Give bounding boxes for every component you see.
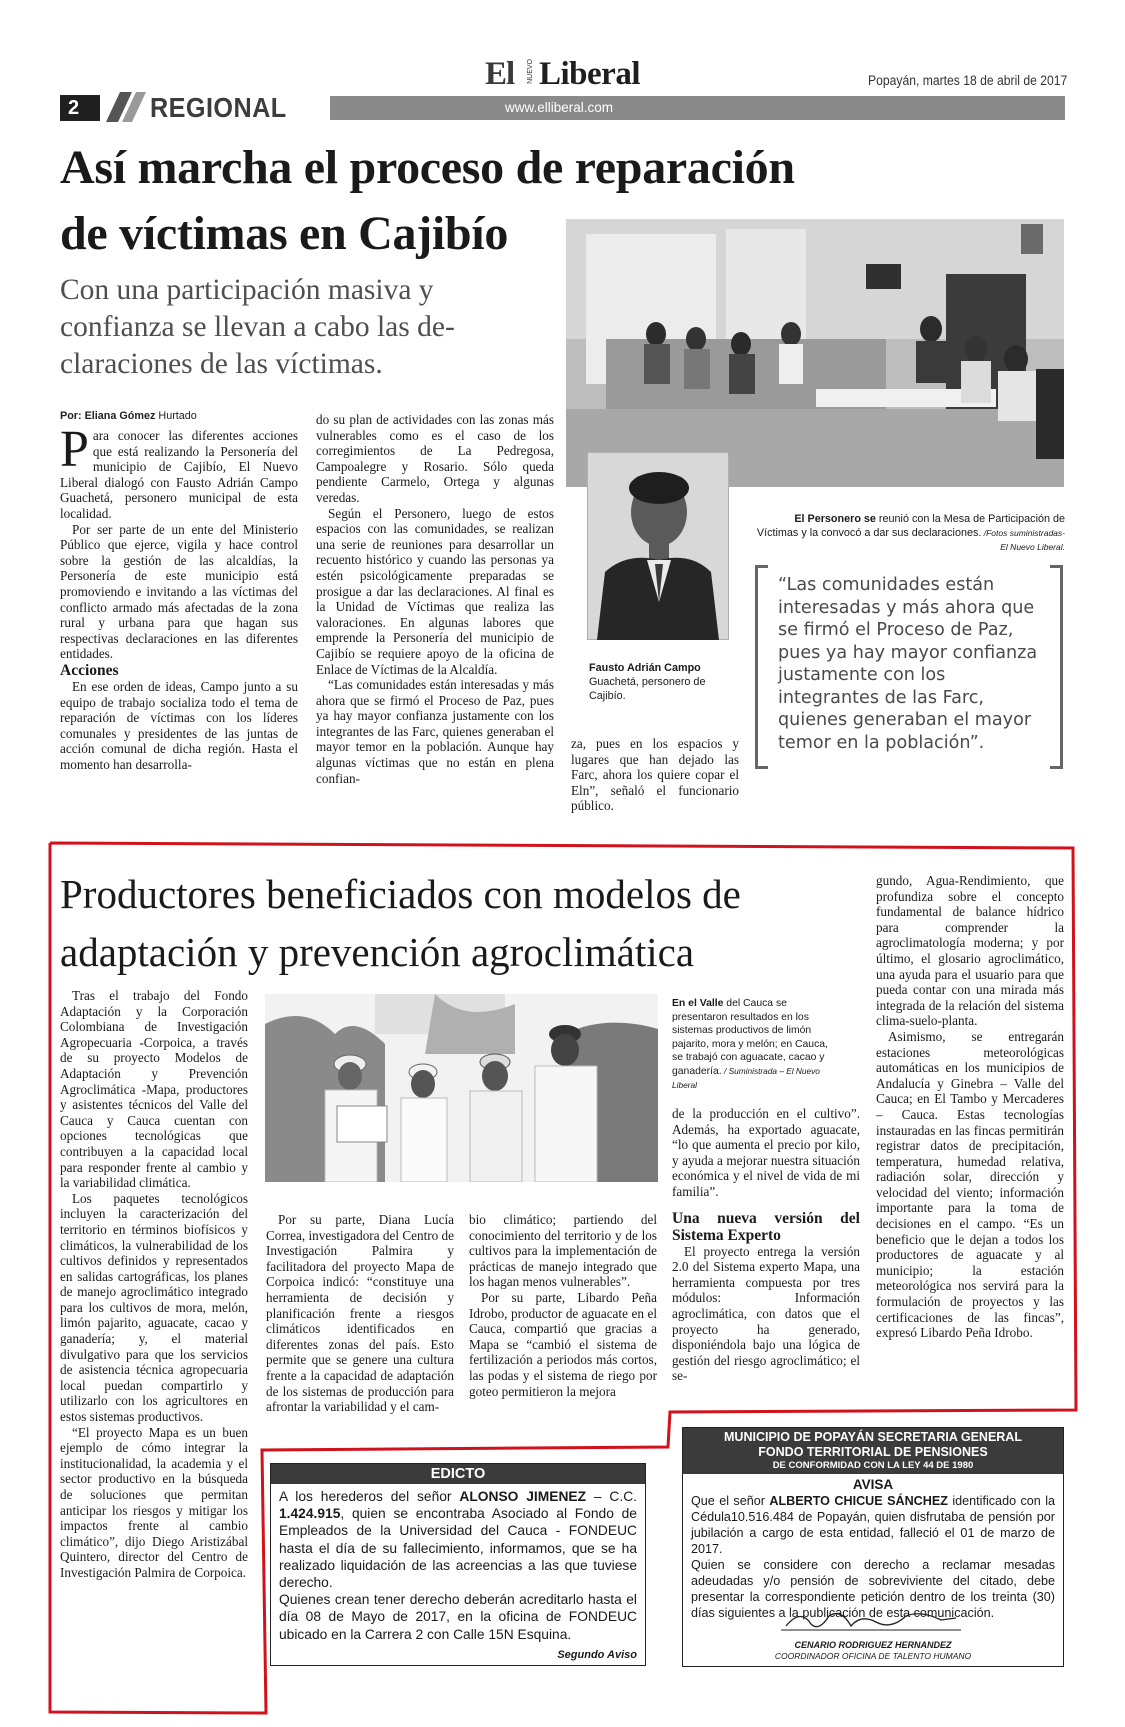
aviso-text-post: identificado con la Cédula10.516.484 de Popayán, quien disfrutaba de pensión por jubilación a cargo de esta entidad, falleció el 01 de marzo de 2017.: [691, 1494, 1055, 1556]
article2-col4-p1: de la producción en el cultivo”. Además, ha exportado aguacate, “lo que aumenta el precio por kilo, y ayuda a mejorar nuestra situación económica y el nivel de vida de mi familia”.: [672, 1106, 860, 1199]
aviso-header-1: MUNICIPIO DE POPAYÁN SECRETARIA GENERAL: [724, 1430, 1022, 1444]
article2-col4-p2: El proyecto entrega la versión 2.0 del Sistema experto Mapa, una herramienta compuesta por tres módulos: Información agroclimática, con datos que el proyecto ha generado, disponiéndola bajo una lógica de gestión del riesgo agroclimático; el se-: [672, 1243, 860, 1384]
dropcap-letter: P: [60, 421, 89, 478]
article2-col3-p2: Por su parte, Libardo Peña Idrobo, productor de aguacate en el Cauca, compartió que gracias a Mapa se “cambió el sistema de fertilización a periodos más cortos, las podas y el sistema de riego por goteo permitieron la mejora: [469, 1289, 657, 1399]
edicto-footer: Segundo Aviso: [557, 1649, 637, 1661]
article2-col2: [266, 1212, 454, 1415]
edicto-text-pre: A los herederos del señor: [279, 1489, 460, 1504]
edicto-text-post: hasta el día de su fallecimiento, informamos, que se ha realizado liquidación de las acreencias a las que tuviese derecho.: [279, 1540, 637, 1591]
article2-headline-line-2: adaptación y prevención agroclimática: [60, 929, 695, 975]
edicto-org: FONDEUC: [568, 1523, 637, 1539]
logo-nuevo: NUEVO: [527, 59, 534, 84]
aviso-text-pre: Que el señor: [691, 1494, 770, 1508]
aviso-signature: [781, 1606, 961, 1634]
farmers-photo: [265, 994, 658, 1182]
article1-col2-p3: “Las comunidades están interesadas y más ahora que se firmó el Proceso de Paz, pues ya hay mayor confianza justamente con los integrantes de las Farc, quienes generaban el mayor temor en la población. Aunque hay algunas víctimas que no están en plena confian-: [316, 677, 554, 786]
portrait-caption-bold: Fausto Adrián Campo: [589, 662, 701, 674]
article1-col3-p1: za, pues en los espacios y lugares que han dejado las Farc, ahora los quiere copar el Eln”, señaló el funcionario público.: [571, 736, 739, 814]
farmers-caption-credit: / Suministrada – El Nuevo Liberal: [672, 1065, 820, 1090]
article1-col2-p1: do su plan de actividades con las zonas más vulnerables como es el caso de los corregimientos de La Pedregosa, Campoalegre y Rosario. Sólo queda pendiente Carmelo, Ortega y algunas veredas.: [316, 412, 554, 505]
article2-col1-p2: Los paquetes tecnológicos incluyen la caracterización del territorio en términos biofísicos y climáticos, la vulnerabilidad de los cultivos definidos y representados en salidas cartográficas, los planes de manejo agroclimático integrado para los cultivos de mora, melón, limón pajarito, aguacate, cacao y ganadería; y, el material divulgativo para que los servicios de asistencia técnica agropecuaria local puedan compartirlo y utilizarlo con los agricultores en estos sistemas productivos.: [60, 1190, 248, 1425]
farmers-caption-bold: En el Valle: [672, 998, 724, 1009]
aviso-signer-name: CENARIO RODRIGUEZ HERNANDEZ: [794, 1640, 952, 1650]
article1-col2-p2: Según el Personero, luego de estos espacios con las comunidades, se realizan una serie de reuniones para desarrollar un recuento histórico y cuando las personas ya estén psicológicamente preparadas se prosigue a dar las declaraciones. Al final es la Unidad de Víctimas que realiza las valoraciones. En algunas labores que emprende la Personería del municipio de Cajibío se requiere apoyo de la oficina de Enlace de Víctimas de la Alcaldía.: [316, 505, 554, 677]
edicto-text-cc: – C.C.: [586, 1489, 638, 1504]
logo-el: El: [485, 56, 515, 92]
website-url[interactable]: www.elliberal.com: [505, 100, 614, 115]
headline-line-2: de víctimas en Cajibío: [60, 207, 509, 260]
edicto-text-body: , quien se encontraba Asociado al Fondo de Empleados de la Universidad del Cauca -: [279, 1506, 637, 1539]
pull-quote: “Las comunidades están interesadas y más ahora que se firmó el Proceso de Paz, pues ya hay mayor confianza justamente con los integrantes de las Farc, quienes generaban el mayor temor en la población”.: [778, 575, 1038, 753]
article1-col1-p1: ara conocer las diferentes acciones que está realizando la Personería del municipio de Cajibío, El Nuevo Liberal dialogó con Fausto Adrián Campo Guachetá, personero municipal de esta localidad.: [60, 428, 298, 521]
subhead-acciones: Acciones: [60, 661, 119, 679]
portrait-caption-rest: Guachetá, personero de Cajibío.: [589, 676, 706, 702]
subhead-sistema-experto: Una nueva versión del Sistema Experto: [672, 1209, 860, 1244]
article2-col1: [60, 988, 248, 1581]
farmers-caption-rest: del Cauca se presentaron resultados en los sistemas productivos de limón pajarito, mora y melón; en Cauca, se trabajó con aguacate, cacao y ganadería.: [672, 998, 828, 1077]
aviso-signer-title: COORDINADOR OFICINA DE TALENTO HUMANO: [774, 1651, 972, 1661]
article2-headline: [60, 865, 741, 981]
article1-col1-p2: Por ser parte de un ente del Ministerio Público que ejerce, vigila y hace control sobre la gestión de las alcaldías, la Personería de este municipio está promoviendo e invitando a las víctimas del conflicto armado más afectadas de la zona rural y urbana para que hagan sus respectivas declaraciones en las diferentes entidades.: [60, 521, 298, 662]
byline-rest: Hurtado: [155, 410, 197, 422]
aviso-header-3: DE CONFORMIDAD CON LA LEY 44 DE 1980: [772, 1460, 974, 1471]
edicto-box: [270, 1463, 646, 1666]
edicto-title: EDICTO: [271, 1464, 645, 1484]
farmers-photo-caption: [672, 997, 834, 1092]
aviso-deceased-name: ALBERTO CHICUE SÁNCHEZ: [769, 1494, 948, 1508]
article2-col1-p1: Tras el trabajo del Fondo Adaptación y la Corporación Colombiana de Investigación Agropecuaria -Corpoica, a través de su proyecto Modelos de Adaptación y Prevención Agroclimática -Mapa, productores y asistentes técnicos del Valle del Cauca y Cauca cuentan con opciones tecnológicas que contribuyen a la capacidad local para responder frente al cambio y la variabilidad climática.: [60, 988, 248, 1191]
article2-col5-p2: Asimismo, se entregarán estaciones meteorológicas automáticas en los municipios de Andalucía y Ginebra – Valle del Cauca; en El Tambo y Mercaderes – Cauca. Estas tecnologías instauradas en las fincas permitirán registrar datos de precipitación, temperatura, humedad relativa, radiación solar, dirección y velocidad del viento; información importante para la toma de decisiones en el campo. “Es un beneficio que le dejan a todos los productores de aguacate y al municipio; la estación meteorológica nos servirá para la formulación de proyectos y las certificaciones de las fincas”, expresó Libardo Peña Idrobo.: [876, 1028, 1064, 1341]
section-label: REGIONAL: [150, 92, 287, 123]
meeting-caption-credit: /Fotos suministradas-El Nuevo Liberal.: [981, 528, 1065, 552]
article2-headline-line-1: Productores beneficiados con modelos de: [60, 871, 741, 917]
aviso-title: AVISA: [852, 1477, 894, 1492]
article2-col3-p1: bio climático; partiendo del conocimiento del territorio y de los cultivos para la implementación de prácticas de manejo integrado que los hagan menos vulnerables”.: [469, 1212, 657, 1290]
aviso-header: [683, 1428, 1063, 1474]
edicto-text-2: Quienes crean tener derecho deberán acreditarlo hasta el día 08 de Mayo de 2017, en la oficina de FONDEUC ubicado en la Carrera 2 con Calle 15N Esquina.: [279, 1592, 637, 1642]
aviso-text-2: Quien se considere con derecho a reclamar mesadas adeudadas y/o pensión de sobreviviente del citado, debe presentar la correspondiente petición dentro de los treinta (30) días siguientes a la publicación de esta comunicación.: [691, 1558, 1055, 1620]
headline-line-1: Así marcha el proceso de reparación: [60, 141, 795, 194]
aviso-header-2: FONDO TERRITORIAL DE PENSIONES: [758, 1445, 988, 1459]
edicto-body: [271, 1484, 645, 1643]
edicto-heir-name: ALONSO JIMENEZ: [459, 1489, 587, 1504]
article1-col1-p3: En ese orden de ideas, Campo junto a su equipo de trabajo socializa todo el tema de reparación de víctimas con los líderes comunales y presidentes de las juntas de acción comunal de dicha región. Hasta el momento han desarrolla-: [60, 678, 298, 772]
article2-col5: [876, 873, 1064, 1341]
meeting-caption-rest: reunió con la Mesa de Participación de Víctimas y la convocó a dar sus declaraciones.: [756, 513, 1065, 539]
article2-col5-p1: gundo, Agua-Rendimiento, que profundiza sobre el concepto fundamental de balance hídrico para comprender la agroclimatología moderna; y por último, el glosario agroclimático, una ayuda para el usuario para que pueda contar con una mirada más integrada de la relación del sistema clima-suelo-planta.: [876, 873, 1064, 1029]
byline-label: Por: Eliana Gómez: [60, 410, 156, 422]
aviso-box: [682, 1427, 1064, 1667]
logo-liberal: Liberal: [539, 56, 640, 92]
article2-col2-p1: Por su parte, Diana Lucía Correa, investigadora del Centro de Investigación Palmira y facilitadora del proyecto Mapa de Corpoica indicó: “constituye una herramienta de decisión y planificación frente a riesgos climáticos identificados en diferentes zonas del país. Esto permite que se genere una cultura frente a la capacidad de adaptación de los sistemas de producción para afrontar la variabilidad y el cam-: [266, 1212, 454, 1415]
article2-col4: [672, 1106, 860, 1384]
dateline: Popayán, martes 18 de abril de 2017: [868, 73, 1068, 88]
aviso-body: [683, 1493, 1063, 1621]
edicto-cc-number: 1.424.915: [279, 1506, 341, 1522]
article1-subhead: Con una participación masiva y confianza se llevan a cabo las de-claraciones de las víctimas.: [60, 274, 455, 380]
page-number: 2: [60, 95, 100, 121]
article2-col3: [469, 1212, 657, 1399]
article2-col1-p3: “El proyecto Mapa es un buen ejemplo de cómo integrar la institucionalidad, la academia y el sector productivo en la búsqueda de soluciones que permitan anticipar los riesgos y mitigar los impactos frente al cambio climático”, dijo Diego Aristizábal Quintero, director del Centro de Investigación Palmira de Corpoica.: [60, 1424, 248, 1580]
meeting-caption-bold: El Personero se: [794, 513, 876, 525]
